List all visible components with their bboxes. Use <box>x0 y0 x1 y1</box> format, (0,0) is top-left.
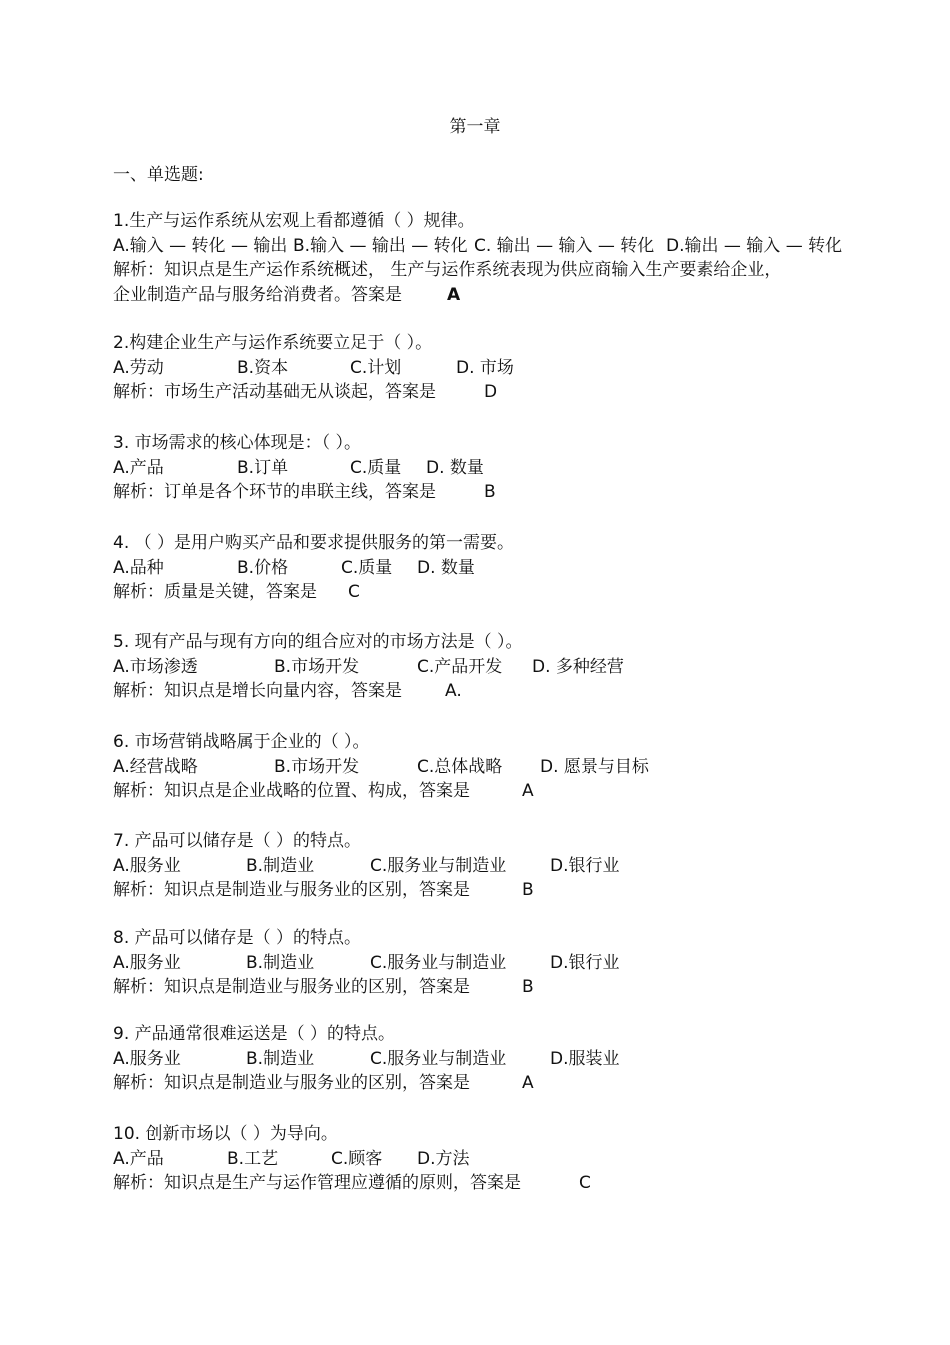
analysis-text: 解析：知识点是生产与运作管理应遵循的原则，答案是 <box>113 1173 521 1193</box>
option-a: A.输入 — 转化 — 输出 <box>113 235 288 256</box>
option-c: C.服务业与制造业 <box>370 952 507 973</box>
option-c: C.质量 <box>341 557 393 578</box>
analysis-line <box>113 975 873 1000</box>
option-b: B.市场开发 <box>274 656 360 677</box>
section-heading: 一、单选题: <box>113 165 204 185</box>
question-stem: 6. 市场营销战略属于企业的（ ）。 <box>113 732 370 752</box>
analysis-text: 解析：知识点是增长向量内容，答案是 <box>113 681 402 701</box>
answer-key: B <box>522 880 534 900</box>
option-c: C.顾客 <box>331 1148 383 1169</box>
analysis-line <box>113 1171 873 1196</box>
question-stem: 7. 产品可以储存是（ ）的特点。 <box>113 831 362 851</box>
option-c: C.服务业与制造业 <box>370 1048 507 1069</box>
option-a: A.经营战略 <box>113 756 198 777</box>
option-a: A.服务业 <box>113 1048 181 1069</box>
analysis-line <box>113 1071 873 1096</box>
answer-key: B <box>522 977 534 997</box>
options-row <box>113 1047 873 1072</box>
option-a: A.产品 <box>113 457 164 478</box>
question-stem: 3. 市场需求的核心体现是：（ ）。 <box>113 433 362 453</box>
option-a: A.服务业 <box>113 855 181 876</box>
question-stem: 4. （ ）是用户购买产品和要求提供服务的第一需要。 <box>113 533 515 553</box>
option-b: B.资本 <box>237 357 289 378</box>
option-b: B.输入 — 输出 — 转化 <box>293 235 468 256</box>
option-d: D. 市场 <box>456 357 514 378</box>
option-d: D. 数量 <box>417 557 475 578</box>
option-b: B.工艺 <box>227 1148 279 1169</box>
analysis-text: 解析：知识点是制造业与服务业的区别，答案是 <box>113 880 470 900</box>
option-b: B.制造业 <box>246 855 315 876</box>
option-d: D. 多种经营 <box>532 656 624 677</box>
answer-key: A <box>447 284 461 305</box>
option-d: D.服装业 <box>550 1048 620 1069</box>
option-a: A.市场渗透 <box>113 656 198 677</box>
analysis-line: 解析：知识点是生产运作系统概述， 生产与运作系统表现为供应商输入生产要素给企业， <box>113 260 782 280</box>
analysis-line <box>113 480 873 505</box>
option-a: A.产品 <box>113 1148 164 1169</box>
option-b: B.制造业 <box>246 1048 315 1069</box>
option-a: A.劳动 <box>113 357 164 378</box>
analysis-line <box>113 878 873 903</box>
option-a: A.品种 <box>113 557 164 578</box>
option-b: B.订单 <box>237 457 289 478</box>
question-stem: 10. 创新市场以（ ）为导向。 <box>113 1124 338 1144</box>
option-d: D. 数量 <box>426 457 484 478</box>
answer-key: C <box>348 582 360 602</box>
options-row <box>113 456 873 481</box>
question-stem: 2.构建企业生产与运作系统要立足于（ ）。 <box>113 333 433 353</box>
options-row <box>113 356 873 381</box>
question-8 <box>113 926 873 1000</box>
analysis-line <box>113 380 873 405</box>
question-1 <box>113 209 873 307</box>
analysis-text: 解析：知识点是制造业与服务业的区别，答案是 <box>113 977 470 997</box>
option-d: D.银行业 <box>550 855 620 876</box>
question-stem: 9. 产品通常很难运送是（ ）的特点。 <box>113 1024 396 1044</box>
answer-key: A <box>522 1073 534 1093</box>
answer-key: A <box>522 781 534 801</box>
question-stem: 5. 现有产品与现有方向的组合应对的市场方法是（ ）。 <box>113 632 523 652</box>
options-row <box>113 655 873 680</box>
options-row <box>113 951 873 976</box>
question-4 <box>113 531 873 605</box>
option-c: C.计划 <box>350 357 402 378</box>
analysis-line <box>113 679 873 704</box>
options-row <box>113 755 873 780</box>
chapter-title: 第一章 <box>449 117 501 137</box>
analysis-text: 解析：质量是关键，答案是 <box>113 582 317 602</box>
option-c: C.质量 <box>350 457 402 478</box>
analysis-text: 解析：订单是各个环节的串联主线，答案是 <box>113 482 436 502</box>
options-row <box>113 1147 873 1172</box>
question-stem: 1.生产与运作系统从宏观上看都遵循（ ）规律。 <box>113 211 475 231</box>
analysis-text: 解析：市场生产活动基础无从谈起，答案是 <box>113 382 436 402</box>
answer-key: C <box>579 1173 591 1193</box>
option-c: C.产品开发 <box>417 656 503 677</box>
question-10 <box>113 1122 873 1196</box>
option-b: B.市场开发 <box>274 756 360 777</box>
question-6 <box>113 730 873 804</box>
option-d: D.方法 <box>417 1148 470 1169</box>
option-b: B.价格 <box>237 557 289 578</box>
options-row <box>113 234 873 259</box>
option-b: B.制造业 <box>246 952 315 973</box>
question-9 <box>113 1022 873 1096</box>
analysis-line <box>113 779 873 804</box>
analysis-line <box>113 283 873 308</box>
option-d: D.输出 — 输入 — 转化 <box>666 235 843 256</box>
option-c: C.总体战略 <box>417 756 503 777</box>
question-3 <box>113 431 873 505</box>
option-c: C.服务业与制造业 <box>370 855 507 876</box>
analysis-text: 解析：知识点是企业战略的位置、构成，答案是 <box>113 781 470 801</box>
analysis-text: 解析：知识点是制造业与服务业的区别，答案是 <box>113 1073 470 1093</box>
option-a: A.服务业 <box>113 952 181 973</box>
answer-key: D <box>484 382 498 402</box>
option-d: D. 愿景与目标 <box>540 756 649 777</box>
question-5 <box>113 630 873 704</box>
question-2 <box>113 331 873 405</box>
options-row <box>113 556 873 581</box>
answer-key: A. <box>445 681 462 701</box>
analysis-text: 企业制造产品与服务给消费者。答案是 <box>113 284 402 305</box>
analysis-line <box>113 580 873 605</box>
answer-key: B <box>484 482 496 502</box>
option-d: D.银行业 <box>550 952 620 973</box>
options-row <box>113 854 873 879</box>
question-7 <box>113 829 873 903</box>
option-c: C. 输出 — 输入 — 转化 <box>474 235 655 256</box>
question-stem: 8. 产品可以储存是（ ）的特点。 <box>113 928 362 948</box>
